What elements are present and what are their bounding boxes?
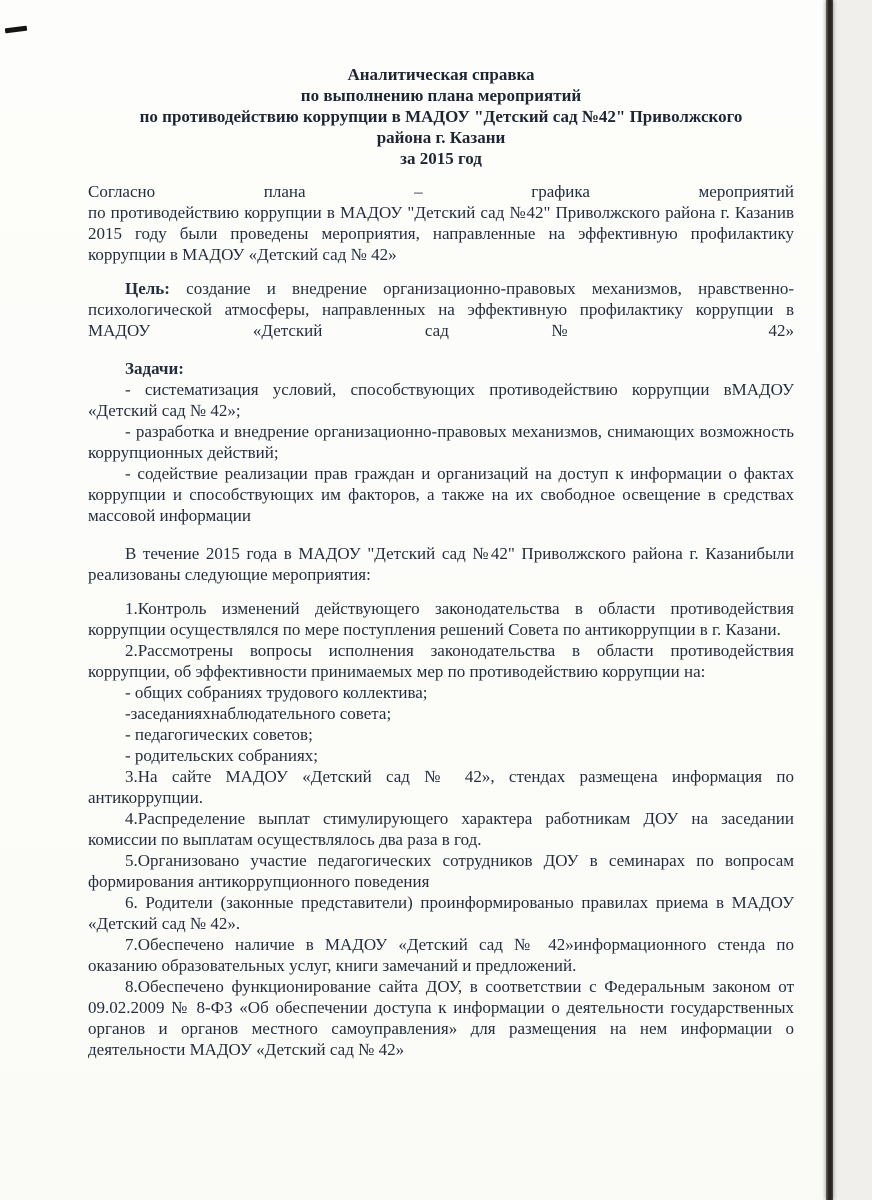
event-item-1: 1.Контроль изменений действующего законодательства в области противодействия коррупции осуществлялся по мере поступления решений Совета по антикоррупции в г. Казани. — [88, 599, 794, 639]
event-item-7: 7.Обеспечено наличие в МАДОУ «Детский сад № 42»информационного стенда по оказанию образовательных услуг, книги замечаний и предложений. — [88, 935, 794, 975]
title-line: района г. Казани — [376, 128, 506, 147]
event-item-2-sub: - педагогических советов; — [125, 725, 313, 744]
title-line: по противодействию коррупции в МАДОУ "Детский сад №42" Приволжского — [139, 107, 743, 126]
intro-first-line: Согласно плана – графика мероприятий — [88, 182, 794, 201]
scan-edge-line — [826, 0, 833, 1200]
event-item-2-sub: -заседанияхнаблюдательного совета; — [125, 704, 392, 723]
goal-text: создание и внедрение организационно-правовых механизмов, нравственно-психологической атмосферы, направленных на эффективную профилактику коррупции в — [88, 279, 794, 319]
tasks-heading: Задачи: — [125, 359, 184, 378]
event-item-8: 8.Обеспечено функционирование сайта ДОУ, в соответствии с Федеральным законом от 09.02.2009 № 8-ФЗ «Об обеспечении доступа к информации о деятельности государственных органов и органов местного самоуправления» для размещения на нем информации о деятельности МАДОУ «Детский сад № 42» — [88, 977, 794, 1059]
event-item-5: 5.Организовано участие педагогических сотрудников ДОУ в семинарах по вопросам формирования антикоррупционного поведения — [88, 851, 794, 891]
title-line: по выполнению плана мероприятий — [300, 86, 582, 105]
event-item-3: 3.На сайте МАДОУ «Детский сад № 42», стендах размещена информация по антикоррупции. — [88, 767, 794, 807]
goal-last-line: МАДОУ «Детский сад № 42» — [88, 321, 794, 340]
events-intro-paragraph: В течение 2015 года в МАДОУ "Детский сад №42" Приволжского района г. Казанибыли реализованы следующие мероприятия: — [88, 544, 794, 584]
event-item-4: 4.Распределение выплат стимулирующего характера работникам ДОУ на заседании комиссии по выплатам осуществлялось два раза в год. — [88, 809, 794, 849]
scan-edge-strip — [833, 0, 872, 1200]
goal-paragraph — [88, 278, 794, 320]
intro-paragraph: по противодействию коррупции в МАДОУ "Детский сад №42" Приволжского района г. Казанив 2015 году были проведены мероприятия, направленные на эффективную профилактику коррупции в МАДОУ «Детский сад № 42» — [88, 203, 794, 264]
event-item-6: 6. Родители (законные представители) проинформированыо правилах приема в МАДОУ «Детский сад № 42». — [88, 893, 794, 933]
document-content — [88, 64, 794, 1060]
title-line: Аналитическая справка — [347, 65, 535, 84]
title-line: за 2015 год — [400, 149, 482, 168]
event-item-2-sub: - родительских собраниях; — [125, 746, 319, 765]
tasks-item: - содействие реализации прав граждан и организаций на доступ к информации о фактах коррупции и способствующих им факторов, а также на их свободное освещение в средствах массовой информации — [88, 464, 794, 525]
goal-label: Цель: — [125, 279, 170, 298]
event-item-2: 2.Рассмотрены вопросы исполнения законодательства в области противодействия коррупции, об эффективности принимаемых мер по противодействию коррупции на: — [88, 641, 794, 681]
tasks-item: - разработка и внедрение организационно-правовых механизмов, снимающих возможность коррупционных действий; — [88, 422, 794, 462]
document-title — [88, 64, 794, 169]
event-item-2-sub: - общих собраниях трудового коллектива; — [125, 683, 428, 702]
tasks-item: - систематизация условий, способствующих противодействию коррупции вМАДОУ «Детский сад № 42»; — [88, 380, 794, 420]
scan-corner-mark — [5, 26, 27, 34]
